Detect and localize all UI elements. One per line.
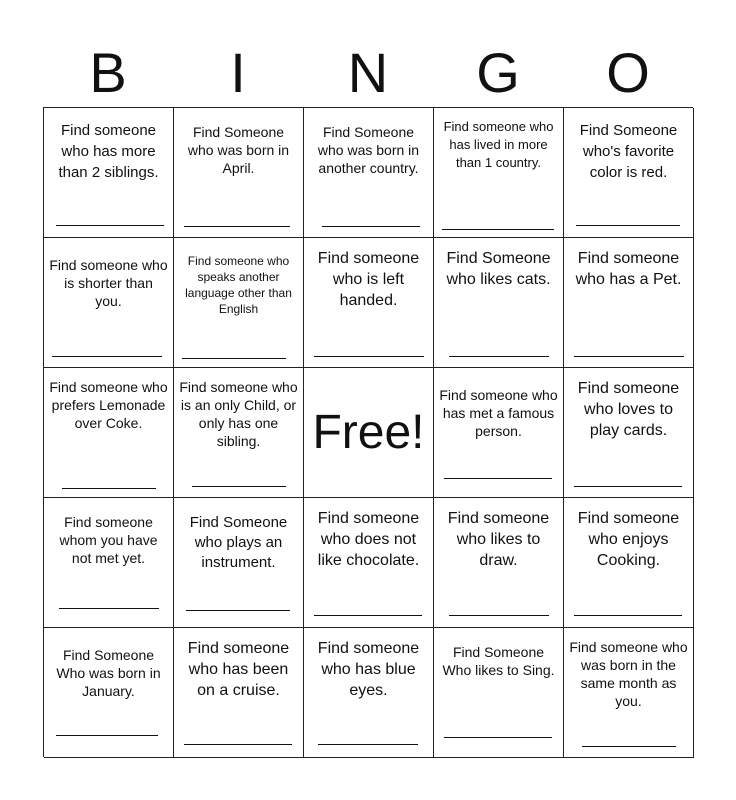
bingo-cell[interactable] xyxy=(304,238,434,368)
cell-text: Find Someone who was born in April. xyxy=(187,124,290,176)
bingo-cell[interactable] xyxy=(564,108,694,238)
bingo-cell[interactable] xyxy=(174,238,304,368)
header-letter-i: I xyxy=(230,41,246,104)
cell-text: Find someone who enjoys Cooking. xyxy=(577,510,680,569)
bingo-cell[interactable] xyxy=(174,498,304,628)
bingo-cell[interactable] xyxy=(434,368,564,498)
header-letter-n: N xyxy=(347,41,389,104)
free-space-cell[interactable] xyxy=(304,368,434,498)
cell-text: Find Someone who plays an instrument. xyxy=(189,514,288,571)
cell-text: Find Someone who was born in another country. xyxy=(317,124,420,176)
signature-line xyxy=(444,478,552,479)
cell-text: Find someone who has a Pet. xyxy=(575,250,682,288)
bingo-cell[interactable] xyxy=(434,108,564,238)
cell-text: Find someone who has blue eyes. xyxy=(317,640,420,699)
signature-line xyxy=(192,486,286,487)
signature-line xyxy=(442,229,554,230)
cell-text: Find someone who prefers Lemonade over Coke. xyxy=(49,379,168,431)
signature-line xyxy=(582,746,676,747)
cell-text: Find someone who was born in the same month as you. xyxy=(569,639,688,709)
cell-text: Find someone who likes to draw. xyxy=(447,510,550,569)
bingo-cell[interactable] xyxy=(174,368,304,498)
signature-line xyxy=(182,358,286,359)
bingo-cell[interactable] xyxy=(44,498,174,628)
bingo-cell[interactable] xyxy=(434,628,564,758)
cell-text: Find someone who is an only Child, or only has one sibling. xyxy=(179,379,298,449)
bingo-cell[interactable] xyxy=(304,108,434,238)
signature-line xyxy=(186,610,290,611)
cell-text: Find Someone Who likes to Sing. xyxy=(442,644,555,678)
signature-line xyxy=(314,615,422,616)
cell-text: Find someone who loves to play cards. xyxy=(577,380,680,439)
bingo-cell[interactable] xyxy=(434,238,564,368)
cell-text: Find someone who has met a famous person. xyxy=(439,387,558,439)
signature-line xyxy=(56,225,164,226)
cell-text: Find Someone who likes cats. xyxy=(446,250,551,288)
signature-line xyxy=(574,615,682,616)
signature-line xyxy=(449,356,549,357)
cell-text: Find someone who has been on a cruise. xyxy=(187,640,290,699)
header-letter-o: O xyxy=(606,41,650,104)
signature-line xyxy=(574,486,682,487)
cell-text: Find someone who is shorter than you. xyxy=(49,257,168,309)
bingo-cell[interactable] xyxy=(174,628,304,758)
cell-text: Find someone who speaks another language other than English xyxy=(185,254,292,316)
cell-text: Find someone who is left handed. xyxy=(317,250,420,309)
signature-line xyxy=(59,608,159,609)
cell-text: Find Someone Who was born in January. xyxy=(56,647,161,699)
signature-line xyxy=(184,226,290,227)
bingo-cell[interactable] xyxy=(44,368,174,498)
signature-line xyxy=(322,226,420,227)
bingo-cell[interactable] xyxy=(434,498,564,628)
bingo-cell[interactable] xyxy=(564,238,694,368)
header-letter-b: B xyxy=(89,41,127,104)
free-space-label: Free! xyxy=(312,406,425,459)
signature-line xyxy=(52,356,162,357)
bingo-cell[interactable] xyxy=(174,108,304,238)
signature-line xyxy=(62,488,156,489)
cell-text: Find someone who does not like chocolate. xyxy=(317,510,420,569)
bingo-cell[interactable] xyxy=(304,498,434,628)
cell-text: Find someone whom you have not met yet. xyxy=(59,514,158,566)
signature-line xyxy=(184,744,292,745)
bingo-card-grid xyxy=(43,107,693,757)
signature-line xyxy=(574,356,684,357)
cell-text: Find someone who has lived in more than 1 country. xyxy=(443,119,554,170)
bingo-cell[interactable] xyxy=(304,628,434,758)
bingo-cell[interactable] xyxy=(564,498,694,628)
signature-line xyxy=(449,615,549,616)
signature-line xyxy=(318,744,418,745)
bingo-cell[interactable] xyxy=(44,628,174,758)
bingo-cell[interactable] xyxy=(564,368,694,498)
signature-line xyxy=(56,735,158,736)
bingo-header xyxy=(43,40,693,106)
signature-line xyxy=(314,356,424,357)
header-letter-g: G xyxy=(476,41,520,104)
bingo-cell[interactable] xyxy=(44,238,174,368)
signature-line xyxy=(444,737,552,738)
bingo-cell[interactable] xyxy=(44,108,174,238)
signature-line xyxy=(576,225,680,226)
cell-text: Find someone who has more than 2 siblings. xyxy=(58,122,159,181)
cell-text: Find Someone who's favorite color is red. xyxy=(579,122,678,181)
bingo-cell[interactable] xyxy=(564,628,694,758)
